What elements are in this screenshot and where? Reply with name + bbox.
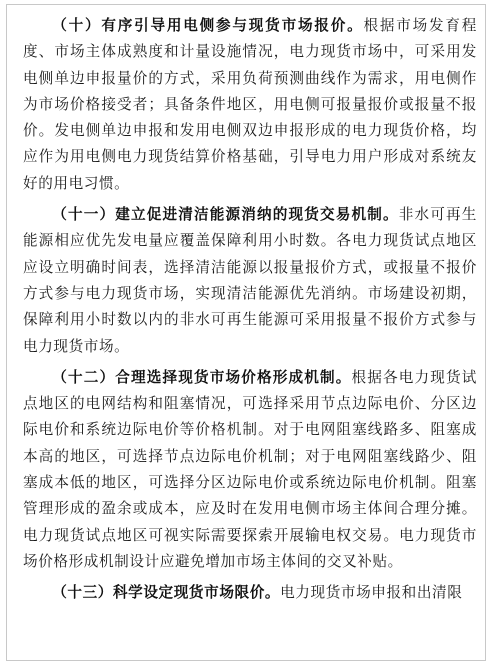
paragraph-10 [23,13,477,197]
paragraph-12-heading: （十二）合理选择现货市场价格形成机制。 [52,368,352,386]
paragraph-10-heading: （十）有序引导用电侧参与现货市场报价。 [52,17,364,34]
paragraph-13-body: 电力现货市场申报和出清限 [280,584,463,602]
paragraph-13-heading: （十三）科学设定现货市场限价。 [52,584,281,602]
paragraph-12-body: 根据各电力现货试点地区的电网结构和阻塞情况，可选择采用节点边际电价、分区边际电价和系统边际电价等价格机制。对于电网阻塞线路多、阻塞成本高的地区，可选择节点边际电价机制；对于电网阻塞线路少、阻塞成本低的地区，可选择分区边际电价或系统边际电价机制。阻塞管理形成的盈余或成本，应及时在发用电侧市场主体间合理分摊。电力现货试点地区可视实际需要探索开展输电权交易。电力现货市场价格形成机制设计应避免增加市场主体间的交叉补贴。 [23,368,477,570]
document-body [23,13,477,612]
paragraph-13 [23,580,477,606]
paragraph-10-body: 根据市场发育程度、市场主体成熟度和计量设施情况，电力现货市场中，可采用发电侧单边申报量价的方式，采用负荷预测曲线作为需求，用电侧作为市场价格接受者；具备条件地区，用电侧可报量报价或报量不报价。发电侧单边申报和发用电侧双边申报形成的电力现货价格，均应作为用电侧电力现货结算价格基础，引导电力用户形成对系统友好的用电习惯。 [23,17,478,192]
paragraph-11 [23,202,477,360]
document-page [6,4,486,661]
paragraph-11-heading: （十一）建立促进清洁能源消纳的现货交易机制。 [52,206,399,224]
paragraph-11-body: 非水可再生能源相应优先发电量应覆盖保障利用小时数。各电力现货试点地区应设立明确时间表，选择清洁能源以报量报价方式，或报量不报价方式参与电力现货市场，实现清洁能源优先消纳。市场建设初期，保障利用小时数以内的非水可再生能源可采用报量不报价方式参与电力现货市场。 [23,206,477,355]
paragraph-12 [23,365,477,575]
